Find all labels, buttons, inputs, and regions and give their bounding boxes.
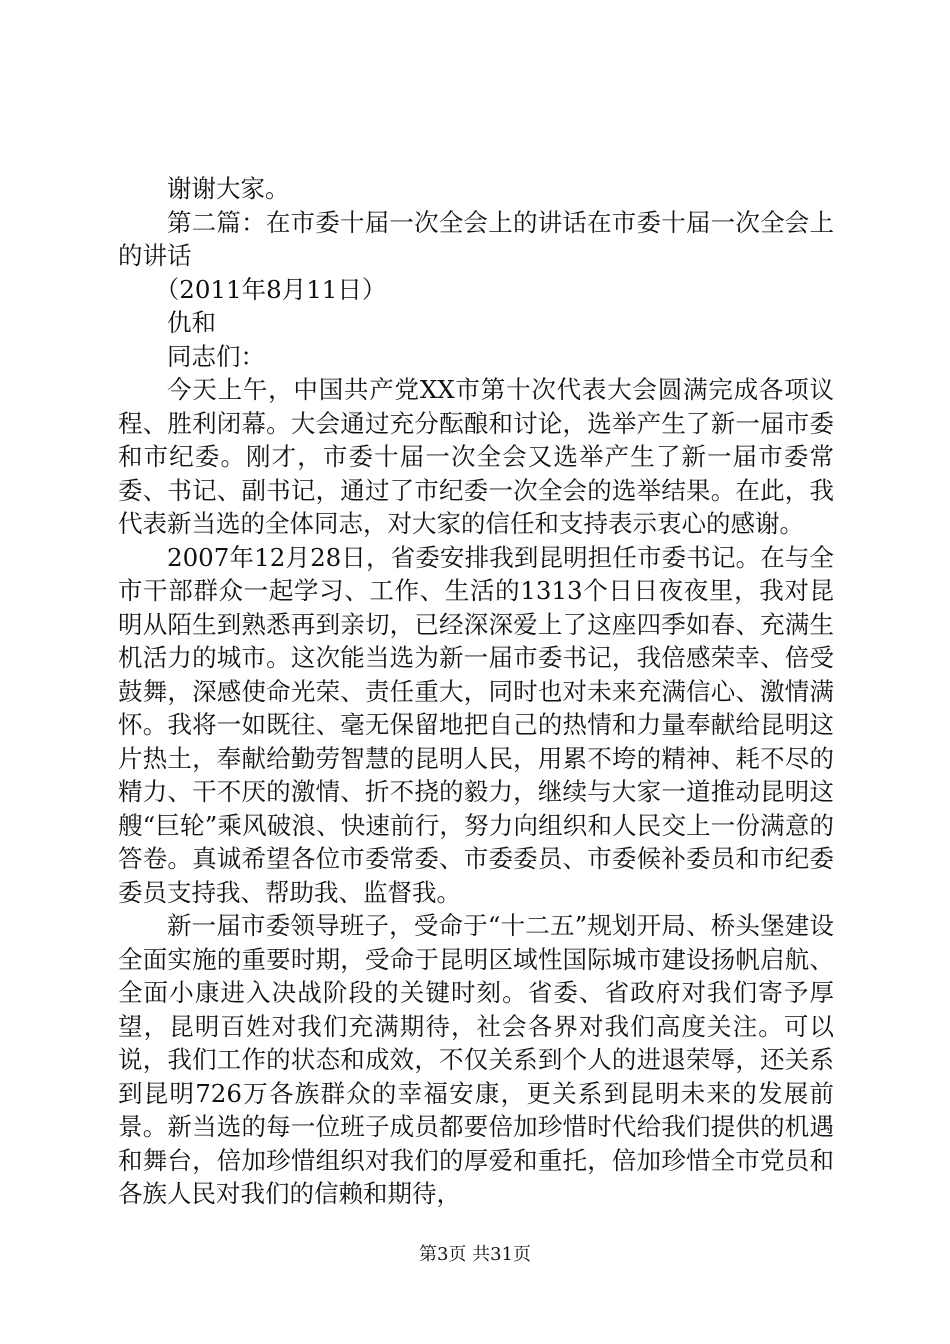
speech-date: （2011年8月11日） (154, 274, 387, 304)
speaker-name: 仇和 (167, 308, 216, 337)
document-body (118, 172, 834, 1211)
body-paragraph: 今天上午，中国共产党XX市第十次代表大会圆满完成各项议程、胜利闭幕。大会通过充分酝酿和讨论，选举产生了新一届市委和市纪委。刚才，市委十届一次全会又选举产生了新一届市委常委、书记、副书记，通过了市纪委一次全会的选举结果。在此，我代表新当选的全体同志，对大家的信任和支持表示衷心的感谢。 (118, 375, 834, 538)
closing-thanks: 谢谢大家。 (167, 174, 290, 203)
body-paragraph: 新一届市委领导班子，受命于“十二五”规划开局、桥头堡建设全面实施的重要时期，受命于昆明区域性国际城市建设扬帆启航、全面小康进入决战阶段的关键时刻。省委、省政府对我们寄予厚望，昆明百姓对我们充满期待，社会各界对我们高度关注。可以说，我们工作的状态和成效，不仅关系到个人的进退荣辱，还关系到昆明726万各族群众的幸福安康，更关系到昆明未来的发展前景。新当选的每一位班子成员都要倍加珍惜时代给我们提供的机遇和舞台，倍加珍惜组织对我们的厚爱和重托，倍加珍惜全市党员和各族人民对我们的信赖和期待， (118, 911, 834, 1208)
body-paragraph: 2007年12月28日，省委安排我到昆明担任市委书记。在与全市干部群众一起学习、工作、生活的1313个日日夜夜里，我对昆明从陌生到熟悉再到亲切，已经深深爱上了这座四季如春、充满生机活力的城市。这次能当选为新一届市委书记，我倍感荣幸、倍受鼓舞，深感使命光荣、责任重大，同时也对未来充满信心、激情满怀。我将一如既往、毫无保留地把自己的热情和力量奉献给昆明这片热土，奉献给勤劳智慧的昆明人民，用累不垮的精神、耗不尽的精力、干不厌的激情、折不挠的毅力，继续与大家一道推动昆明这艘“巨轮”乘风破浪、快速前行，努力向组织和人民交上一份满意的答卷。真诚希望各位市委常委、市委委员、市委候补委员和市纪委委员支持我、帮助我、监督我。 (118, 542, 834, 907)
salutation: 同志们： (167, 341, 265, 371)
section-title: 第二篇：在市委十届一次全会上的讲话在市委十届一次全会上的讲话 (118, 207, 834, 270)
page-number-footer: 第3页 共31页 (418, 1244, 532, 1265)
